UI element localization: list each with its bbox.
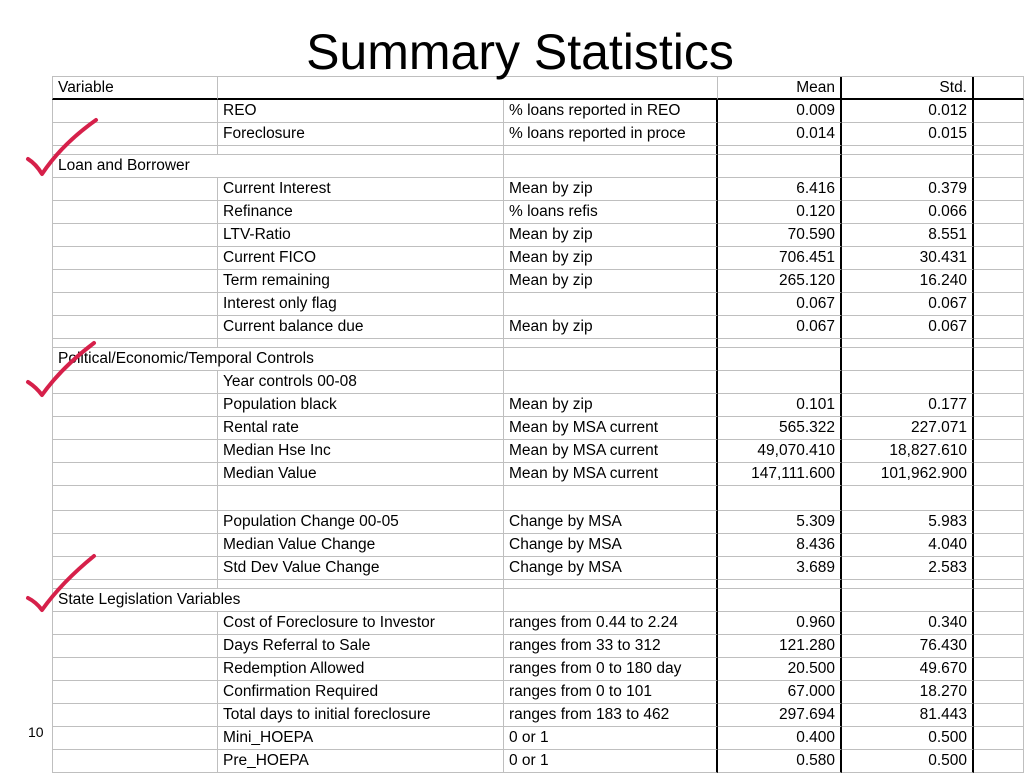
blank-cell [218, 486, 504, 511]
extra-cell [974, 727, 1024, 750]
page-number: 10 [28, 724, 44, 740]
mean-value: 0.101 [718, 394, 842, 417]
blank-cell [718, 155, 842, 178]
extra-cell [974, 100, 1024, 123]
blank-cell [218, 580, 504, 589]
extra-cell [974, 658, 1024, 681]
variable-description: Mean by zip [504, 224, 718, 247]
std-value: 16.240 [842, 270, 974, 293]
blank-cell [842, 580, 974, 589]
variable-name: Current balance due [218, 316, 504, 339]
blank-cell [718, 486, 842, 511]
extra-cell [974, 534, 1024, 557]
variable-name: Std Dev Value Change [218, 557, 504, 580]
summary-statistics-table [52, 76, 1024, 773]
std-value: 0.177 [842, 394, 974, 417]
blank-cell [52, 486, 218, 511]
variable-name: Refinance [218, 201, 504, 224]
extra-cell [974, 270, 1024, 293]
section-label: Political/Economic/Temporal Controls [52, 348, 504, 371]
header-variable: Variable [52, 77, 218, 100]
indent-cell [52, 224, 218, 247]
variable-name: Median Value Change [218, 534, 504, 557]
section-header-row [52, 348, 1024, 371]
table-row [52, 201, 1024, 224]
indent-cell [52, 511, 218, 534]
extra-cell [974, 681, 1024, 704]
variable-name: Interest only flag [218, 293, 504, 316]
variable-description: Mean by zip [504, 270, 718, 293]
std-value: 2.583 [842, 557, 974, 580]
extra-cell [974, 201, 1024, 224]
mean-value: 70.590 [718, 224, 842, 247]
table-row [52, 224, 1024, 247]
std-value: 227.071 [842, 417, 974, 440]
blank-cell [974, 146, 1024, 155]
table-row [52, 681, 1024, 704]
std-value: 0.067 [842, 316, 974, 339]
section-label: Loan and Borrower [52, 155, 504, 178]
variable-description: Mean by MSA current [504, 417, 718, 440]
extra-cell [974, 394, 1024, 417]
blank-cell [504, 589, 718, 612]
std-value: 0.340 [842, 612, 974, 635]
mean-value: 0.400 [718, 727, 842, 750]
std-value: 0.012 [842, 100, 974, 123]
mean-value: 8.436 [718, 534, 842, 557]
mean-value: 265.120 [718, 270, 842, 293]
table-row [52, 440, 1024, 463]
variable-name: LTV-Ratio [218, 224, 504, 247]
blank-cell [504, 580, 718, 589]
variable-description: % loans reported in REO [504, 100, 718, 123]
mean-value: 0.960 [718, 612, 842, 635]
std-value: 0.015 [842, 123, 974, 146]
extra-cell [974, 511, 1024, 534]
blank-cell [504, 348, 718, 371]
indent-cell [52, 247, 218, 270]
mean-value: 0.067 [718, 316, 842, 339]
table-row [52, 293, 1024, 316]
extra-cell [974, 417, 1024, 440]
indent-cell [52, 417, 218, 440]
blank-cell [718, 580, 842, 589]
variable-name: Rental rate [218, 417, 504, 440]
extra-cell [974, 557, 1024, 580]
extra-cell [974, 635, 1024, 658]
std-value: 0.500 [842, 727, 974, 750]
indent-cell [52, 727, 218, 750]
variable-name: Population Change 00-05 [218, 511, 504, 534]
indent-cell [52, 704, 218, 727]
std-value [842, 371, 974, 394]
variable-description: % loans reported in proce [504, 123, 718, 146]
extra-cell [974, 224, 1024, 247]
mean-value: 121.280 [718, 635, 842, 658]
indent-cell [52, 635, 218, 658]
mean-value: 6.416 [718, 178, 842, 201]
extra-cell [974, 704, 1024, 727]
variable-description: Mean by zip [504, 178, 718, 201]
mean-value: 0.120 [718, 201, 842, 224]
std-value: 0.066 [842, 201, 974, 224]
blank-cell [718, 146, 842, 155]
extra-cell [974, 589, 1024, 612]
indent-cell [52, 293, 218, 316]
indent-cell [52, 750, 218, 773]
variable-name: Mini_HOEPA [218, 727, 504, 750]
std-value: 49.670 [842, 658, 974, 681]
table-row [52, 534, 1024, 557]
blank-cell [842, 348, 974, 371]
table-row [52, 511, 1024, 534]
blank-cell [974, 486, 1024, 511]
blank-cell [218, 146, 504, 155]
std-value: 8.551 [842, 224, 974, 247]
table-row [52, 394, 1024, 417]
mean-value: 49,070.410 [718, 440, 842, 463]
mean-value: 67.000 [718, 681, 842, 704]
table-row [52, 612, 1024, 635]
indent-cell [52, 440, 218, 463]
check-mark-icon [22, 114, 104, 186]
variable-description: ranges from 0 to 101 [504, 681, 718, 704]
std-value: 18.270 [842, 681, 974, 704]
variable-description: Mean by zip [504, 247, 718, 270]
variable-name: Median Hse Inc [218, 440, 504, 463]
header-mean: Mean [718, 77, 842, 100]
indent-cell [52, 658, 218, 681]
mean-value: 706.451 [718, 247, 842, 270]
variable-description: Mean by zip [504, 394, 718, 417]
mean-value: 20.500 [718, 658, 842, 681]
spacer-row [52, 339, 1024, 348]
variable-description: % loans refis [504, 201, 718, 224]
spacer-row [52, 486, 1024, 511]
variable-name: Population black [218, 394, 504, 417]
table-row [52, 557, 1024, 580]
check-mark-icon [22, 337, 104, 409]
spacer-row [52, 146, 1024, 155]
blank-cell [718, 348, 842, 371]
variable-name: Current Interest [218, 178, 504, 201]
variable-description: ranges from 0.44 to 2.24 [504, 612, 718, 635]
extra-cell [974, 178, 1024, 201]
blank-cell [974, 339, 1024, 348]
blank-cell [504, 339, 718, 348]
blank-cell [504, 146, 718, 155]
blank-cell [718, 339, 842, 348]
variable-description: Mean by zip [504, 316, 718, 339]
mean-value: 0.009 [718, 100, 842, 123]
variable-description: Mean by MSA current [504, 440, 718, 463]
table-row [52, 100, 1024, 123]
extra-cell [974, 463, 1024, 486]
table-row [52, 417, 1024, 440]
std-value: 0.500 [842, 750, 974, 773]
extra-cell [974, 316, 1024, 339]
table-row [52, 178, 1024, 201]
blank-cell [842, 155, 974, 178]
blank-cell [974, 580, 1024, 589]
variable-description: Mean by MSA current [504, 463, 718, 486]
indent-cell [52, 270, 218, 293]
blank-cell [218, 339, 504, 348]
variable-name: Term remaining [218, 270, 504, 293]
mean-value: 565.322 [718, 417, 842, 440]
variable-description: ranges from 0 to 180 day [504, 658, 718, 681]
variable-description: Change by MSA [504, 534, 718, 557]
mean-value: 0.014 [718, 123, 842, 146]
table-row [52, 123, 1024, 146]
section-label: State Legislation Variables [52, 589, 504, 612]
extra-cell [974, 612, 1024, 635]
extra-cell [974, 750, 1024, 773]
extra-cell [974, 371, 1024, 394]
indent-cell [52, 316, 218, 339]
table-row [52, 270, 1024, 293]
variable-description [504, 371, 718, 394]
table-row [52, 704, 1024, 727]
variable-name: Redemption Allowed [218, 658, 504, 681]
variable-name: REO [218, 100, 504, 123]
variable-description: ranges from 183 to 462 [504, 704, 718, 727]
std-value: 0.379 [842, 178, 974, 201]
variable-name: Days Referral to Sale [218, 635, 504, 658]
table-row [52, 371, 1024, 394]
table-row [52, 658, 1024, 681]
header-std: Std. [842, 77, 974, 100]
table-row [52, 316, 1024, 339]
section-header-row [52, 589, 1024, 612]
variable-name: Cost of Foreclosure to Investor [218, 612, 504, 635]
mean-value: 0.067 [718, 293, 842, 316]
std-value: 18,827.610 [842, 440, 974, 463]
blank-cell [842, 589, 974, 612]
mean-value: 147,111.600 [718, 463, 842, 486]
mean-value: 0.580 [718, 750, 842, 773]
section-header-row [52, 155, 1024, 178]
table-row [52, 247, 1024, 270]
check-mark-icon [22, 550, 104, 622]
variable-description: ranges from 33 to 312 [504, 635, 718, 658]
std-value: 5.983 [842, 511, 974, 534]
extra-cell [974, 247, 1024, 270]
std-value: 4.040 [842, 534, 974, 557]
variable-description: 0 or 1 [504, 750, 718, 773]
std-value: 81.443 [842, 704, 974, 727]
blank-cell [718, 589, 842, 612]
table-row [52, 750, 1024, 773]
blank-cell [842, 339, 974, 348]
extra-cell [974, 348, 1024, 371]
extra-cell [974, 123, 1024, 146]
mean-value: 5.309 [718, 511, 842, 534]
mean-value: 297.694 [718, 704, 842, 727]
spacer-row [52, 580, 1024, 589]
std-value: 30.431 [842, 247, 974, 270]
variable-name: Total days to initial foreclosure [218, 704, 504, 727]
table-row [52, 727, 1024, 750]
variable-name: Median Value [218, 463, 504, 486]
variable-name: Pre_HOEPA [218, 750, 504, 773]
extra-cell [974, 293, 1024, 316]
table-row [52, 463, 1024, 486]
extra-cell [974, 155, 1024, 178]
indent-cell [52, 201, 218, 224]
variable-description: Change by MSA [504, 557, 718, 580]
indent-cell [52, 463, 218, 486]
blank-cell [842, 486, 974, 511]
extra-cell [974, 440, 1024, 463]
variable-description: 0 or 1 [504, 727, 718, 750]
blank-cell [504, 155, 718, 178]
std-value: 0.067 [842, 293, 974, 316]
std-value: 76.430 [842, 635, 974, 658]
variable-description: Change by MSA [504, 511, 718, 534]
indent-cell [52, 681, 218, 704]
table-body [52, 100, 1024, 773]
variable-name: Confirmation Required [218, 681, 504, 704]
variable-name: Year controls 00-08 [218, 371, 504, 394]
variable-description [504, 293, 718, 316]
variable-name: Current FICO [218, 247, 504, 270]
mean-value [718, 371, 842, 394]
mean-value: 3.689 [718, 557, 842, 580]
blank-cell [842, 146, 974, 155]
slide-title: Summary Statistics [306, 24, 734, 80]
variable-name: Foreclosure [218, 123, 504, 146]
blank-cell [504, 486, 718, 511]
table-row [52, 635, 1024, 658]
std-value: 101,962.900 [842, 463, 974, 486]
